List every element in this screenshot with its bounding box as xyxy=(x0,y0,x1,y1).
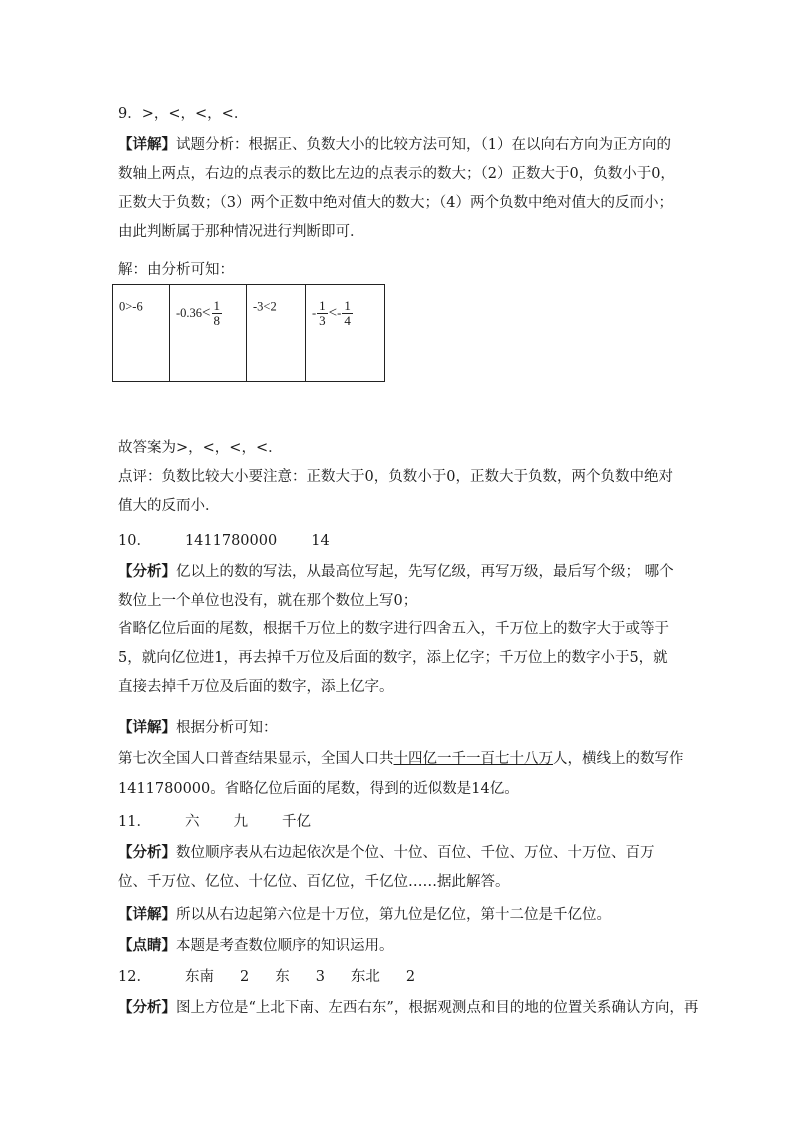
q12-answer-3: 东 xyxy=(275,969,290,985)
q9-detail xyxy=(118,130,680,247)
fraction: $\frac{1}{3}$ xyxy=(319,298,326,328)
q11-answer-2: 九 xyxy=(233,814,248,830)
q11-analysis: 【分析】数位顺序表从右边起依次是个位、十位、百位、千位、万位、十万位、百万位、千万位、亿位、十亿位、百亿位，千亿位……据此解答。 xyxy=(118,844,655,890)
q10-analysis-2: 省略亿位后面的尾数，根据千万位上的数字进行四舍五入，千万位上的数字大于或等于5，就向亿位进1，再去掉千万位及后面的数字，添上亿字；千万位上的数字小于5，就直接去掉千万位及后面的数字，添上亿字。 xyxy=(118,621,669,695)
q9-solution-table xyxy=(112,284,385,382)
q9-detail-text: 试题分析：根据正、负数大小的比较方法可知，（1）在以向右方向为正方向的数轴上两点，右边的点表示的数比左边的点表示的数大；（2）正数大于0，负数小于0，正数大于负数；（3）两个正数中绝对值大的数大；（4）两个负数中绝对值大的反而小；由此判断属于那种情况进行判断即可． xyxy=(118,137,675,240)
q10-detail: 【详解】根据分析可知： xyxy=(118,719,278,736)
q12-answer-4: 3 xyxy=(315,969,325,985)
q10-detail-p1: 第七次全国人口普查结果显示，全国人口共十四亿一千一百七十八万人，横线上的数写作 xyxy=(118,751,684,767)
q11-detail: 【详解】所以从右边起第六位是十万位，第九位是亿位，第十二位是千亿位。 xyxy=(118,906,611,923)
underlined-number-words: 十四亿一千一百七十八万 xyxy=(393,751,553,767)
table-row xyxy=(113,285,385,382)
table-cell-1: 0>-6 xyxy=(113,285,170,382)
q10-answer-1: 1411780000 xyxy=(184,533,278,549)
q10-answer-2: 14 xyxy=(311,533,330,549)
table-cell-3: -3<2 xyxy=(247,285,306,382)
q9-detail-label: 【详解】 xyxy=(118,136,176,153)
q11-answer-1: 六 xyxy=(184,814,200,830)
q10-header: 10． 1411780000 14 xyxy=(118,533,330,549)
q12-answer-1: 东南 xyxy=(184,969,214,985)
q9-conclusion: 故答案为>，<，<，<． xyxy=(118,440,283,456)
q11-answer-3: 千亿 xyxy=(281,814,311,830)
fraction: $\frac{1}{4}$ xyxy=(344,298,351,328)
q9-solution-intro: 解：由分析可知： xyxy=(118,262,234,278)
q12-answer-2: 2 xyxy=(239,969,250,985)
q9-comment: 点评：负数比较大小要注意：正数大于0，负数小于0，正数大于负数，两个负数中绝对值大的反而小． xyxy=(118,469,673,514)
table-cell-4: - $\frac{1}{3}$ <- $\frac{1}{4}$ xyxy=(306,285,385,382)
fraction: $\frac{1}{8}$ xyxy=(213,298,221,328)
q10-analysis: 【分析】亿以上的数的写法，从最高位写起，先写亿级，再写万级，最后写个级； 哪个数位上一个单位也没有，就在那个数位上写0； xyxy=(118,563,674,609)
q12-header: 12． 东南 2 东 3 东北 2 xyxy=(118,969,416,985)
q12-analysis: 【分析】图上方位是“上北下南、左西右东”，根据观测点和目的地的位置关系确认方向，再 xyxy=(118,999,699,1016)
q11-remark: 【点睛】本题是考查数位顺序的知识运用。 xyxy=(118,937,394,954)
q10-detail-p2: 1411780000。省略亿位后面的尾数，得到的近似数是14亿。 xyxy=(118,781,519,797)
table-cell-2: -0.36< $\frac{1}{8}$ xyxy=(170,285,247,382)
q11-header: 11． 六 九 千亿 xyxy=(118,814,311,830)
q12-answer-6: 2 xyxy=(405,969,416,985)
q9-answer: 9．>，<，<，<． xyxy=(118,106,249,122)
q12-answer-5: 东北 xyxy=(350,969,380,985)
